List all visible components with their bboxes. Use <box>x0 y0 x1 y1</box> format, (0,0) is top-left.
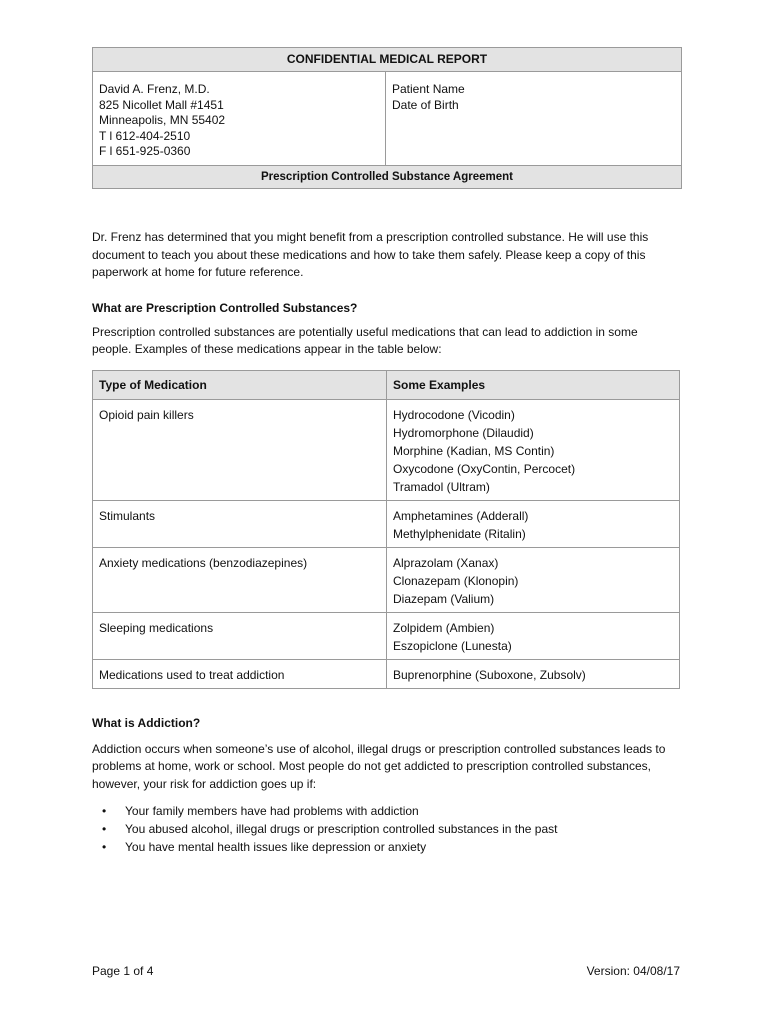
report-title: CONFIDENTIAL MEDICAL REPORT <box>93 48 681 72</box>
table-row <box>93 547 680 612</box>
list-item-text: Your family members have had problems with addiction <box>125 804 419 818</box>
header-info-row <box>93 72 681 166</box>
example-item: Eszopiclone (Lunesta) <box>393 638 512 653</box>
table-row <box>93 612 680 659</box>
list-item <box>92 820 680 838</box>
example-item: Hydrocodone (Vicodin) <box>393 407 515 422</box>
agreement-title: Prescription Controlled Substance Agreement <box>93 166 681 188</box>
doctor-phone: T l 612-404-2510 <box>99 128 191 143</box>
example-item: Morphine (Kadian, MS Contin) <box>393 443 555 458</box>
list-item <box>92 802 680 820</box>
bullet-icon: • <box>102 840 107 854</box>
date-of-birth-label: Date of Birth <box>392 97 459 112</box>
column-header-type: Type of Medication <box>93 370 387 399</box>
example-item: Diazepam (Valium) <box>393 591 495 606</box>
table-header-row <box>93 370 680 399</box>
doctor-contact <box>93 72 386 165</box>
controlled-substances-paragraph: Prescription controlled substances are potentially useful medications that can lead to addiction in some people. Examples of these medications appear in the table below: <box>92 324 638 356</box>
doctor-fax: F l 651-925-0360 <box>99 144 191 158</box>
medication-examples <box>387 547 680 612</box>
bullet-icon: • <box>102 822 107 836</box>
page-number: Page 1 of 4 <box>92 964 154 978</box>
intro-paragraph: Dr. Frenz has determined that you might benefit from a prescription controlled substance. He will use this document to teach you about these medications and how to take them safely. Please keep a copy of this paperwork at home for future reference. <box>92 230 649 279</box>
doctor-name: David A. Frenz, M.D. <box>99 82 210 96</box>
report-header <box>92 47 682 189</box>
example-item: Methylphenidate (Ritalin) <box>393 526 526 541</box>
example-item: Tramadol (Ultram) <box>393 479 490 494</box>
page-footer <box>92 964 680 978</box>
medication-examples <box>387 659 680 688</box>
medication-examples <box>387 612 680 659</box>
table-row <box>93 659 680 688</box>
doctor-city: Minneapolis, MN 55402 <box>99 113 226 127</box>
medication-examples <box>387 399 680 500</box>
section-heading-addiction: What is Addiction? <box>92 715 201 730</box>
example-item: Clonazepam (Klonopin) <box>393 573 519 588</box>
example-item: Oxycodone (OxyContin, Percocet) <box>393 461 576 476</box>
addiction-paragraph: Addiction occurs when someone’s use of alcohol, illegal drugs or prescription controlled substances leads to problems at home, work or school. Most people do not get addicted to prescription controlled substances, however, your risk for addiction goes up if: <box>92 741 666 791</box>
medication-examples <box>387 500 680 547</box>
example-item: Hydromorphone (Dilaudid) <box>393 425 534 440</box>
list-item-text: You abused alcohol, illegal drugs or prescription controlled substances in the past <box>125 822 558 836</box>
medication-type: Sleeping medications <box>93 612 387 659</box>
medication-type: Medications used to treat addiction <box>93 659 387 688</box>
patient-info <box>386 72 681 165</box>
patient-name-label: Patient Name <box>392 82 465 96</box>
list-item <box>92 838 680 856</box>
section-heading-controlled-substances: What are Prescription Controlled Substances? <box>92 300 358 315</box>
medication-type: Stimulants <box>93 500 387 547</box>
column-header-examples: Some Examples <box>387 370 680 399</box>
medication-type: Anxiety medications (benzodiazepines) <box>93 547 387 612</box>
medication-type: Opioid pain killers <box>93 399 387 500</box>
list-item-text: You have mental health issues like depression or anxiety <box>125 840 427 854</box>
example-item: Amphetamines (Adderall) <box>393 508 529 523</box>
doctor-address: 825 Nicollet Mall #1451 <box>99 97 224 112</box>
risk-factor-list <box>92 802 680 856</box>
example-item: Zolpidem (Ambien) <box>393 620 495 635</box>
table-row <box>93 500 680 547</box>
example-item: Alprazolam (Xanax) <box>393 555 499 570</box>
table-row <box>93 399 680 500</box>
bullet-icon: • <box>102 804 107 818</box>
example-item: Buprenorphine (Suboxone, Zubsolv) <box>393 667 586 682</box>
medication-table <box>92 370 680 689</box>
version-label: Version: 04/08/17 <box>586 964 680 978</box>
document-page <box>92 47 680 856</box>
